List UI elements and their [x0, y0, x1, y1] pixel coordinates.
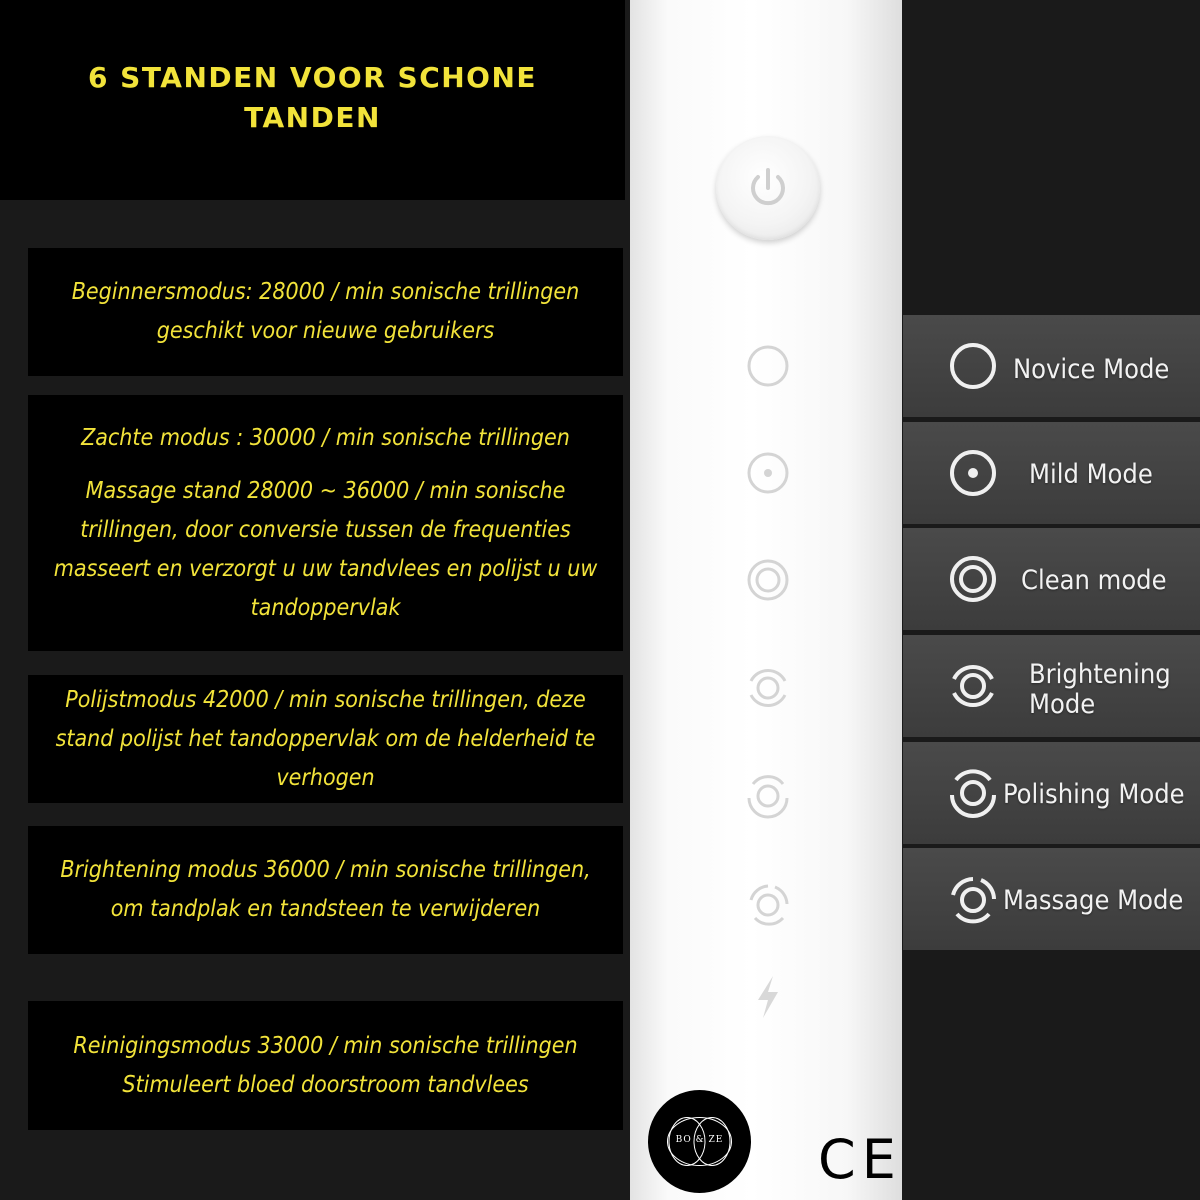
description-text: Beginnersmodus: 28000 / min sonische trillingen geschikt voor nieuwe gebruikers [71, 279, 580, 344]
description-text: Brightening modus 36000 / min sonische trillingen, om tandplak en tandsteen te verwijderen [60, 857, 591, 922]
polishing-mode-indicator-icon [743, 770, 793, 820]
description-mild-massage [28, 395, 623, 651]
description-polish [28, 675, 623, 803]
mode-row-clean [903, 528, 1200, 630]
mode-label: Polishing Mode [1003, 779, 1185, 810]
mode-label-panel [903, 315, 1200, 952]
page-title [0, 58, 625, 138]
description-text: Massage stand 28000 ~ 36000 / min sonische trillingen, door conversie tussen de frequenties masseert en verzorgt u uw tandvlees en polijst u uw tandoppervlak [53, 477, 598, 621]
title-panel [0, 0, 625, 200]
description-clean [28, 1001, 623, 1130]
polishing-mode-icon [947, 766, 999, 818]
massage-mode-indicator-icon [743, 880, 793, 930]
mild-mode-icon [947, 447, 999, 499]
description-text: Zachte modus : 30000 / min sonische trillingen [81, 424, 570, 451]
title-line-2: TANDEN [244, 101, 381, 134]
brightening-mode-indicator-icon [743, 663, 793, 713]
mild-mode-indicator-icon [743, 448, 793, 498]
mode-row-novice [903, 315, 1200, 417]
mode-label: Mild Mode [1029, 459, 1153, 490]
massage-mode-icon [947, 874, 999, 926]
mode-label: Novice Mode [1013, 354, 1170, 385]
power-button[interactable] [716, 136, 820, 240]
mode-label: Clean mode [1021, 565, 1167, 596]
lightning-icon [743, 972, 793, 1022]
description-novice [28, 248, 623, 376]
ce-certification-mark: CE [818, 1128, 902, 1191]
mode-label: Massage Mode [1003, 885, 1184, 916]
mode-row-massage [903, 848, 1200, 950]
mode-row-mild [903, 422, 1200, 524]
power-icon [742, 162, 794, 214]
brand-logo [648, 1090, 751, 1193]
mode-row-polishing [903, 742, 1200, 844]
brightening-mode-icon [947, 660, 999, 712]
clean-mode-indicator-icon [743, 555, 793, 605]
brand-logo-text: BO & ZE [675, 1135, 724, 1145]
description-text: Polijstmodus 42000 / min sonische trillingen, deze stand polijst het tandoppervlak om de helderheid te verhogen [55, 686, 596, 791]
description-brightening [28, 826, 623, 954]
clean-mode-icon [947, 553, 999, 605]
description-text: Reinigingsmodus 33000 / min sonische trillingen Stimuleert bloed doorstroom tandvlees [73, 1032, 578, 1098]
mode-label: Brightening Mode [1029, 659, 1171, 720]
title-line-1: 6 STANDEN VOOR SCHONE [87, 61, 538, 94]
novice-mode-indicator-icon [743, 341, 793, 391]
mode-row-brightening [903, 635, 1200, 737]
novice-mode-icon [947, 340, 999, 392]
